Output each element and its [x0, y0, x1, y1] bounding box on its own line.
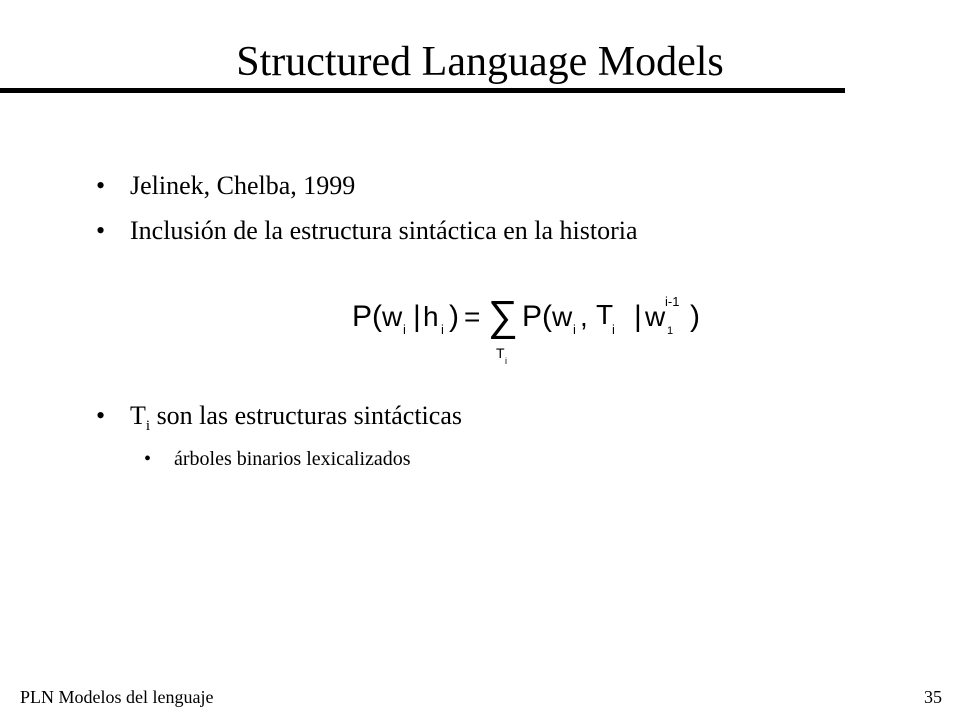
formula-rhs-w2: w [645, 301, 666, 332]
footer-page-number: 35 [924, 687, 942, 707]
bullet-icon: • [96, 171, 106, 200]
formula-rhs-comma: , [580, 301, 588, 332]
sub-bullet-item-1 [144, 446, 411, 472]
formula-lhs-w: w [382, 301, 403, 332]
formula-rhs-close: ) [690, 300, 700, 333]
formula-rhs-t-sub: i [612, 322, 615, 337]
bullet-text: Inclusión de la estructura sintáctica en la historia [130, 216, 638, 245]
formula-equals: = [464, 301, 481, 332]
formula-rhs-w-sub: i [573, 322, 576, 337]
title-underline [0, 88, 845, 93]
formula-lhs-p: P [352, 300, 373, 333]
formula-sum-sign: ∑ [488, 292, 518, 339]
bullet-text: Jelinek, Chelba, 1999 [130, 171, 356, 200]
formula-lhs-close: ) [449, 300, 459, 333]
formula-rhs-w2-sub: 1 [667, 325, 674, 337]
formula-sum-index: T [496, 345, 505, 361]
bullet-text-main: T [130, 401, 146, 430]
formula-rhs-p: P [522, 300, 543, 333]
bullet-item-2 [96, 215, 638, 247]
formula-rhs-open: ( [542, 300, 552, 333]
formula-rhs-w2-sup: i-1 [665, 294, 680, 309]
footer-course-title: PLN Modelos del lenguaje [20, 687, 214, 707]
bullet-icon: • [96, 216, 106, 245]
formula-lhs-open: ( [372, 300, 382, 333]
formula-lhs-bar: | [413, 300, 421, 333]
bullet-item-1 [96, 170, 355, 202]
formula-rhs-bar: | [634, 300, 642, 333]
formula-rhs-t: T [596, 299, 614, 330]
formula-lhs-h: h [423, 301, 439, 332]
bullet-text-rest: son las estructuras sintácticas [150, 401, 462, 430]
slide-title: Structured Language Models [236, 39, 724, 85]
bullet-item-3 [96, 400, 462, 442]
sub-bullet-icon: • [144, 448, 152, 470]
probability-formula [350, 284, 740, 374]
bullet-icon: • [96, 401, 106, 430]
formula-lhs-w-sub: i [403, 322, 406, 337]
sub-bullet-text: árboles binarios lexicalizados [174, 448, 411, 470]
formula-lhs-h-sub: i [441, 322, 444, 337]
bullet-text-subscript: i [145, 418, 151, 435]
formula-sum-index-sub: i [505, 356, 507, 366]
formula-rhs-w: w [552, 301, 573, 332]
